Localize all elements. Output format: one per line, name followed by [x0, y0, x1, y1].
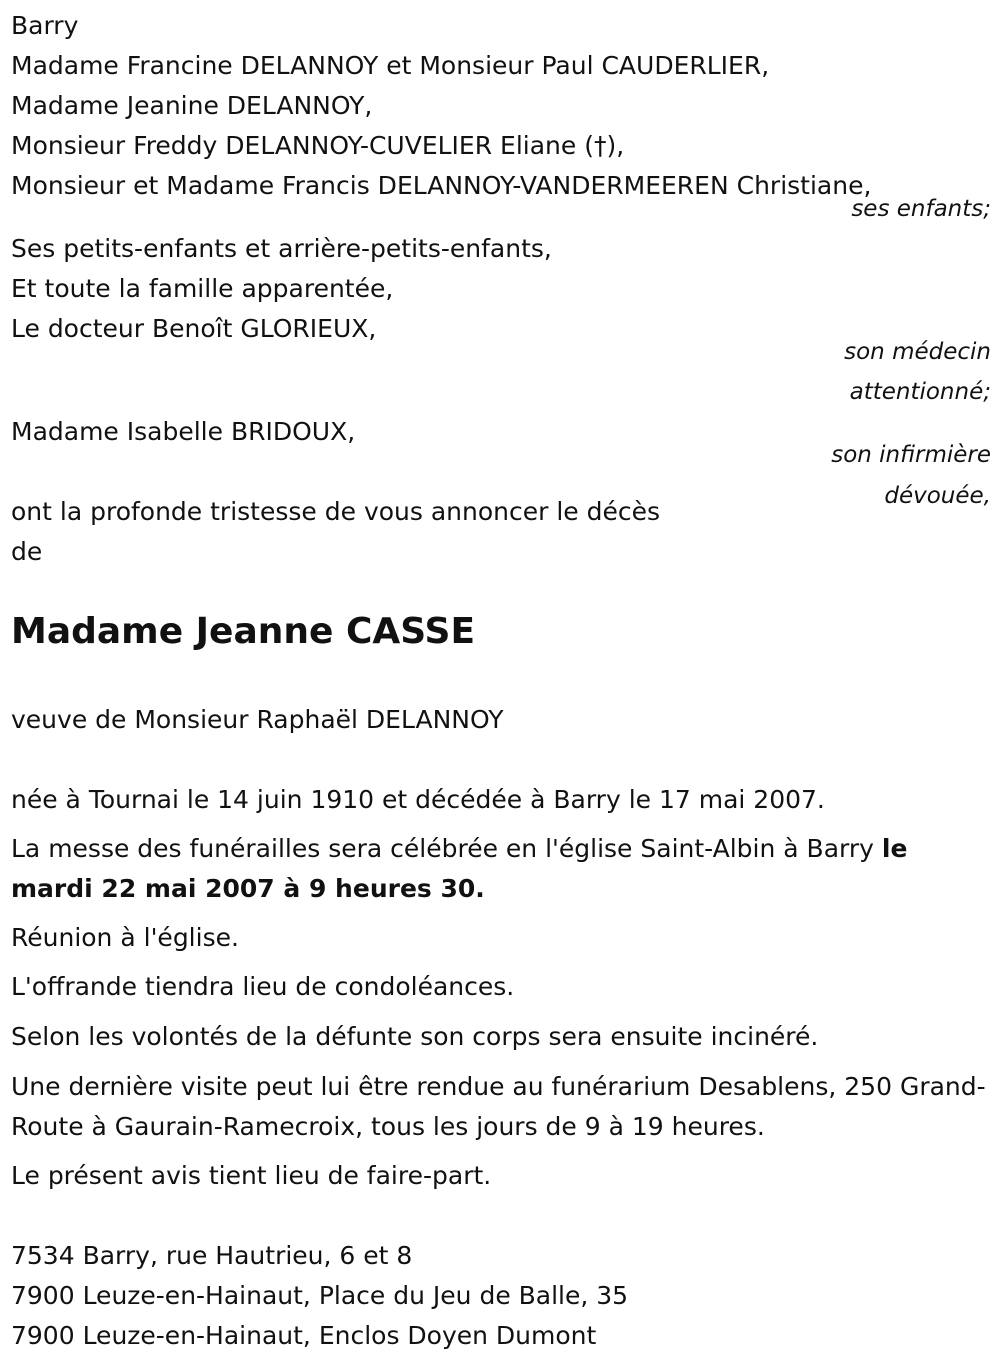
family-member-4: Monsieur et Madame Francis DELANNOY-VANDERMEEREN Christiane, — [11, 171, 872, 200]
address-3: 7900 Leuze-en-Hainaut, Enclos Doyen Dumont — [11, 1321, 597, 1350]
announcement-line-2: de — [11, 537, 43, 566]
relatives-line: Et toute la famille apparentée, — [11, 274, 394, 303]
funeral-date: le mardi 22 mai 2007 à 9 heures 30. — [11, 834, 908, 903]
funeral-paragraph — [11, 829, 991, 909]
nurse-role-2: dévouée, — [884, 483, 991, 509]
widow-of: veuve de Monsieur Raphaël DELANNOY — [11, 705, 504, 734]
doctor-role-1: son médecin — [844, 339, 991, 365]
funeral-text: La messe des funérailles sera célébrée en l'église Saint-Albin à Barry — [11, 834, 882, 863]
deceased-name: Madame Jeanne CASSE — [11, 611, 476, 652]
family-member-1: Madame Francine DELANNOY et Monsieur Paul CAUDERLIER, — [11, 51, 770, 80]
notice-line: Le présent avis tient lieu de faire-part. — [11, 1161, 492, 1190]
nurse-role-1: son infirmière — [831, 442, 991, 468]
family-member-3: Monsieur Freddy DELANNOY-CUVELIER Eliane (†), — [11, 131, 625, 160]
visit-paragraph: Une dernière visite peut lui être rendue au funérarium Desablens, 250 Grand-Route à Gaurain-Ramecroix, tous les jours de 9 à 19 heures. — [11, 1072, 986, 1141]
meeting-line: Réunion à l'église. — [11, 923, 239, 952]
doctor-role-2: attentionné; — [849, 379, 991, 405]
address-2: 7900 Leuze-en-Hainaut, Place du Jeu de Balle, 35 — [11, 1281, 629, 1310]
cremation-line: Selon les volontés de la défunte son corps sera ensuite incinéré. — [11, 1022, 819, 1051]
address-1: 7534 Barry, rue Hautrieu, 6 et 8 — [11, 1241, 413, 1270]
doctor-name: Le docteur Benoît GLORIEUX, — [11, 314, 377, 343]
announcement-line-1: ont la profonde tristesse de vous annoncer le décès — [11, 497, 661, 526]
grandchildren-line: Ses petits-enfants et arrière-petits-enfants, — [11, 234, 552, 263]
birth-death: née à Tournai le 14 juin 1910 et décédée à Barry le 17 mai 2007. — [11, 785, 825, 814]
offering-line: L'offrande tiendra lieu de condoléances. — [11, 972, 515, 1001]
nurse-name: Madame Isabelle BRIDOUX, — [11, 417, 356, 446]
family-member-2: Madame Jeanine DELANNOY, — [11, 91, 373, 120]
family-role: ses enfants; — [851, 196, 991, 222]
obituary-notice — [11, 0, 991, 1372]
place-header: Barry — [11, 11, 79, 40]
